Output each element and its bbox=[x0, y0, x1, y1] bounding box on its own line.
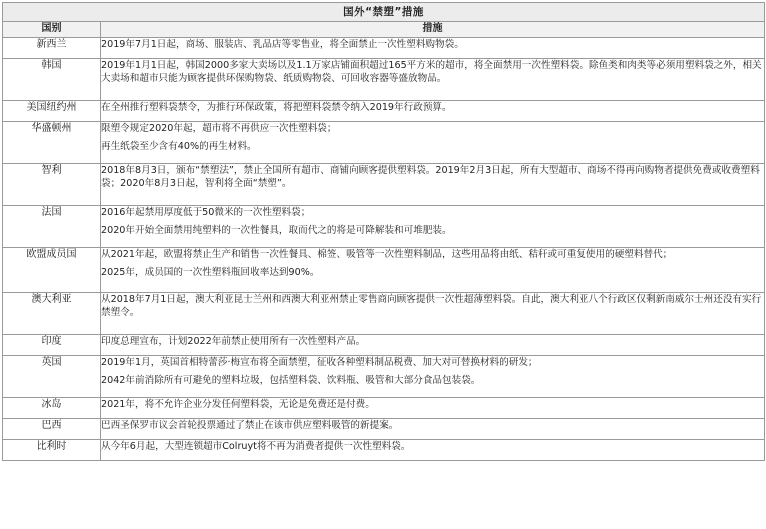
country-cell: 澳大利亚 bbox=[3, 293, 101, 335]
header-country: 国别 bbox=[3, 22, 101, 38]
measure-cell bbox=[101, 164, 765, 206]
measure-text: 2042年前消除所有可避免的塑料垃圾，包括塑料袋、饮料瓶、吸管和大部分食品包装袋。 bbox=[101, 375, 481, 386]
measure-text: 2021年，将不允许企业分发任何塑料袋，无论是免费还是付费。 bbox=[101, 399, 375, 410]
measure-text: 从2021年起，欧盟将禁止生产和销售一次性餐具、棉签、吸管等一次性塑料制品，这些用品将由纸、秸秆或可重复使用的硬塑料替代； bbox=[101, 249, 673, 260]
country-cell: 法国 bbox=[3, 206, 101, 248]
measure-cell bbox=[101, 59, 765, 101]
measure-text: 在全州推行塑料袋禁令，为推行环保政策，将把塑料袋禁令纳入2019年行政预算。 bbox=[101, 102, 452, 113]
country-cell: 冰岛 bbox=[3, 398, 101, 419]
measure-text: 巴西圣保罗市议会首轮投票通过了禁止在该市供应塑料吸管的新提案。 bbox=[101, 420, 399, 431]
country-cell: 韩国 bbox=[3, 59, 101, 101]
measure-cell bbox=[101, 335, 765, 356]
table-row bbox=[3, 206, 765, 248]
table-row bbox=[3, 419, 765, 440]
measure-text: 2020年开始全面禁用纯塑料的一次性餐具，取而代之的将是可降解装和可堆肥装。 bbox=[101, 225, 452, 236]
measure-cell bbox=[101, 101, 765, 122]
measure-text: 2016年起禁用厚度低于50微米的一次性塑料袋； bbox=[101, 207, 311, 218]
measure-cell bbox=[101, 293, 765, 335]
table-row bbox=[3, 122, 765, 164]
table-row bbox=[3, 101, 765, 122]
measure-cell bbox=[101, 122, 765, 164]
measure-cell bbox=[101, 398, 765, 419]
country-cell: 印度 bbox=[3, 335, 101, 356]
table-row bbox=[3, 356, 765, 398]
title-row bbox=[3, 3, 765, 22]
header-row bbox=[3, 22, 765, 38]
table-row bbox=[3, 164, 765, 206]
measure-text: 从2018年7月1日起，澳大利亚昆士兰州和西澳大利亚州禁止零售商向顾客提供一次性超薄塑料袋。自此，澳大利亚八个行政区仅剩新南威尔士州还没有实行禁塑令。 bbox=[101, 294, 762, 318]
measure-cell bbox=[101, 440, 765, 461]
country-cell: 欧盟成员国 bbox=[3, 248, 101, 293]
measure-text: 2025年，成员国的一次性塑料瓶回收率达到90%。 bbox=[101, 267, 320, 278]
country-cell: 华盛顿州 bbox=[3, 122, 101, 164]
measure-text: 限塑令规定2020年起，超市将不再供应一次性塑料袋； bbox=[101, 123, 337, 134]
table-row bbox=[3, 59, 765, 101]
table-row bbox=[3, 248, 765, 293]
country-cell: 英国 bbox=[3, 356, 101, 398]
measure-cell bbox=[101, 356, 765, 398]
country-cell: 巴西 bbox=[3, 419, 101, 440]
measure-text: 2019年1月1日起，韩国2000多家大卖场以及1.1万家店铺面积超过165平方米的超市，将全面禁用一次性塑料袋。除鱼类和肉类等必须用塑料袋之外，相关大卖场和超市只能为顾客提供环保购物袋、纸质购物袋、可回收容器等盛放物品。 bbox=[101, 60, 762, 84]
measure-text: 2019年7月1日起，商场、服装店、乳品店等零售业，将全面禁止一次性塑料购物袋。 bbox=[101, 39, 464, 50]
measure-text: 2018年8月3日，颁布“禁塑法”，禁止全国所有超市、商铺向顾客提供塑料袋。2019年2月3日起，所有大型超市、商场不得再向购物者提供免费或收费塑料袋；2020年8月3日起，智利将全面“禁塑”。 bbox=[101, 165, 760, 189]
header-measure: 措施 bbox=[101, 22, 765, 38]
country-cell: 新西兰 bbox=[3, 38, 101, 59]
measure-cell bbox=[101, 419, 765, 440]
measure-cell bbox=[101, 248, 765, 293]
table-title: 国外“禁塑”措施 bbox=[3, 3, 765, 22]
country-cell: 美国纽约州 bbox=[3, 101, 101, 122]
measure-text: 从今年6月起，大型连锁超市Colruyt将不再为消费者提供一次性塑料袋。 bbox=[101, 441, 411, 452]
measures-table bbox=[2, 2, 765, 461]
country-cell: 比利时 bbox=[3, 440, 101, 461]
table-row bbox=[3, 440, 765, 461]
table-row bbox=[3, 335, 765, 356]
country-cell: 智利 bbox=[3, 164, 101, 206]
measure-cell bbox=[101, 38, 765, 59]
measure-cell bbox=[101, 206, 765, 248]
table-row bbox=[3, 38, 765, 59]
table-row bbox=[3, 293, 765, 335]
measure-text: 印度总理宣布，计划2022年前禁止使用所有一次性塑料产品。 bbox=[101, 336, 366, 347]
table-row bbox=[3, 398, 765, 419]
measure-text: 再生纸袋至少含有40%的再生材料。 bbox=[101, 141, 257, 152]
measure-text: 2019年1月，英国首相特蕾莎·梅宣布将全面禁塑，征收各种塑料制品税费、加大对可替换材料的研发； bbox=[101, 357, 538, 368]
table-body bbox=[3, 38, 765, 461]
